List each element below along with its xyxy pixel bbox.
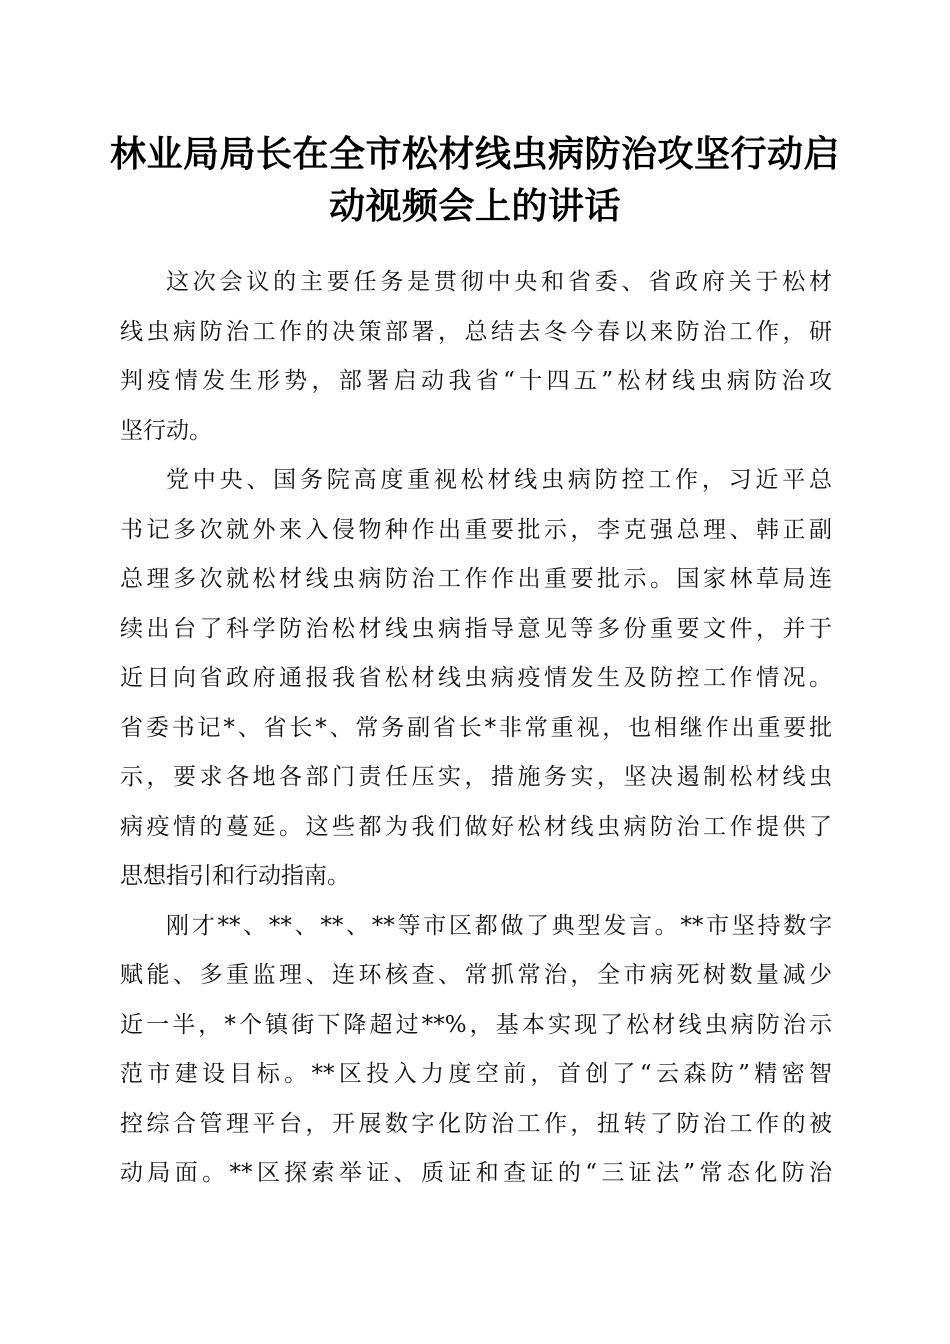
title-line: 动视频会上的讲话 [328, 185, 621, 227]
text-line: 控综合管理平台，开展数字化防治工作，扭转了防治工作的被 [120, 1110, 832, 1137]
text-line: 示，要求各地各部门责任压实，措施务实，坚决遏制松材线虫 [120, 764, 832, 790]
text-line: 党中央、国务院高度重视松材线虫病防控工作，习近平总 [166, 467, 832, 493]
text-line: 近日向省政府通报我省松材线虫病疫情发生及防控工作情况。 [120, 665, 832, 691]
text-line: 坚行动。 [120, 417, 212, 444]
text-line: 总理多次就松材线虫病防治工作作出重要批示。国家林草局连 [120, 566, 832, 592]
text-line: 判疫情发生形势，部署启动我省“十四五”松材线虫病防治攻 [120, 368, 832, 394]
text-line: 刚才**、**、**、**等市区都做了典型发言。**市坚持数字 [166, 912, 832, 939]
text-line: 续出台了科学防治松材线虫病指导意见等多份重要文件，并于 [120, 615, 832, 642]
paragraph-2 [120, 456, 832, 902]
text-line: 这次会议的主要任务是贯彻中央和省委、省政府关于松材 [166, 269, 832, 295]
text-line: 近一半，*个镇街下降超过**%，基本实现了松材线虫病防治示 [120, 1011, 832, 1038]
text-line: 书记多次就外来入侵物种作出重要批示，李克强总理、韩正副 [120, 516, 832, 543]
document-title [100, 128, 850, 232]
text-line: 思想指引和行动指南。 [120, 863, 350, 889]
text-line: 范市建设目标。**区投入力度空前，首创了“云森防”精密智 [120, 1061, 832, 1087]
text-line: 线虫病防治工作的决策部署，总结去冬今春以来防治工作，研 [120, 318, 832, 345]
title-line: 林业局局长在全市松材线虫病防治攻坚行动启 [109, 133, 840, 175]
text-line: 病疫情的蔓延。这些都为我们做好松材线虫病防治工作提供了 [120, 813, 832, 840]
text-line: 动局面。**区探索举证、质证和查证的“三证法”常态化防治 [120, 1160, 832, 1186]
paragraph-1 [120, 258, 832, 456]
document-body [120, 258, 832, 1199]
text-line: 赋能、多重监理、连环核查、常抓常治，全市病死树数量减少 [120, 962, 832, 988]
text-line: 省委书记*、省长*、常务副省长*非常重视，也相继作出重要批 [120, 714, 832, 741]
paragraph-3 [120, 902, 832, 1199]
